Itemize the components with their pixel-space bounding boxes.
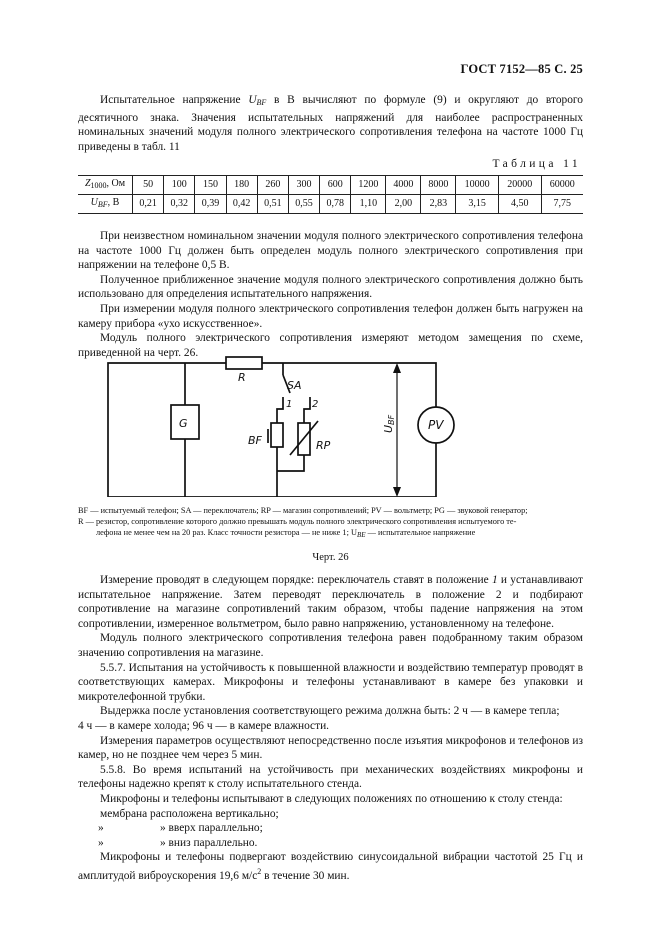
row-label-unit: , В: [107, 196, 120, 208]
legend-line: [78, 527, 583, 541]
table-cell: 4,50: [498, 195, 541, 214]
position-down-text: » вниз параллельно.: [160, 836, 258, 849]
label-ubf-main: U: [382, 424, 395, 433]
paragraph: Выдержка после установления соответствующего режима должна быть: 2 ч — в камере тепла;: [100, 705, 560, 718]
vibration-paragraph: [78, 850, 583, 883]
table-cell: 0,51: [257, 195, 288, 214]
intro-block: [78, 93, 583, 154]
page-header: ГОСТ 7152—85 С. 25: [460, 62, 583, 76]
circuit-diagram: [78, 345, 458, 497]
paragraph: Микрофоны и телефоны испытывают в следующих положениях по отношению к столу стенда:: [100, 792, 563, 805]
row-label-symbol: U: [90, 196, 98, 208]
legend-line-text: лефона не менее чем на 20 раз. Класс точности резистора — не ниже 1; U: [96, 528, 357, 538]
table-cell: 0,55: [288, 195, 319, 214]
table-cell: 300: [288, 176, 319, 195]
table-cell: 260: [257, 176, 288, 195]
ditto-mark: »: [98, 822, 104, 835]
paragraph: мембрана расположена вертикально;: [100, 807, 279, 820]
row-label-impedance: [78, 176, 133, 195]
table-cell: 100: [164, 176, 195, 195]
table-cell: 50: [133, 176, 164, 195]
table-cell: 1,10: [351, 195, 386, 214]
table-cell: 3,15: [456, 195, 499, 214]
label-position-2: 2: [312, 399, 319, 410]
label-rp: RP: [316, 439, 331, 452]
resistor-r: [226, 357, 262, 369]
label-g: G: [179, 417, 188, 430]
intro-text-start: Испытательное напряжение: [100, 94, 249, 106]
table-cell: 2,83: [421, 195, 456, 214]
paragraph: При измерении модуля полного электрического сопротивления телефон должен быть нагружен на камеру прибора «ухо искусственное».: [78, 302, 583, 330]
label-r: R: [238, 371, 246, 384]
table-cell: 4000: [386, 176, 421, 195]
table-row-impedance: [78, 176, 583, 195]
paragraph: Модуль полного электрического сопротивления измеряют методом замещения по схеме, приведенной на черт. 26.: [78, 332, 583, 359]
wire-left-loop: [108, 363, 226, 497]
paragraph-5-5-8: 5.5.8. Во время испытаний на устойчивость при механических воздействиях микрофоны и телефоны надежно крепят к столу испытательного стенда.: [78, 763, 583, 791]
voltage-subscript: BF: [256, 98, 267, 107]
wire-pos2: [304, 397, 310, 423]
paragraph: 4 ч — в камере холода; 96 ч — в камере влажности.: [78, 719, 330, 732]
row-label-voltage: [78, 195, 133, 214]
legend-line: R — резистор, сопротивление которого должно превышать модуль полного электрического сопротивления испытуемого те-: [78, 517, 517, 527]
table-cell: 1200: [351, 176, 386, 195]
label-bf: BF: [248, 434, 262, 447]
voltage-arrow-head-bottom: [393, 487, 401, 497]
paragraphs-a: [78, 229, 583, 360]
table-cell: 7,75: [541, 195, 583, 214]
label-ubf: [382, 414, 396, 433]
legend-line-end: — испытательное напряжение: [365, 528, 476, 538]
vibration-text-start: Микрофоны и телефоны подвергают воздействию синусоидальной вибрации частотой 25 Гц и амплитудой виброускорения 19,6 м/с: [78, 851, 583, 882]
table-cell: 150: [195, 176, 226, 195]
table-cell: 0,42: [226, 195, 257, 214]
label-sa: SA: [287, 379, 302, 392]
position-line-up: [78, 821, 583, 836]
paragraph: Модуль полного электрического сопротивления телефона равен подобранному таким образом значению сопротивления на магазине.: [78, 632, 583, 659]
legend-line-subscript: BE: [356, 531, 366, 540]
label-position-1: 1: [286, 399, 293, 410]
table-cell: 8000: [421, 176, 456, 195]
table-cell: 2,00: [386, 195, 421, 214]
paragraphs-b: [78, 573, 583, 883]
position-up-text: » вверх параллельно;: [160, 822, 263, 835]
table-cell: 0,39: [195, 195, 226, 214]
figure-legend: [78, 505, 583, 542]
table-cell: 0,21: [133, 195, 164, 214]
voltage-symbol: U: [248, 94, 257, 106]
procedure-text-start: Измерение проводят в следующем порядке: переключатель ставят в положение: [100, 574, 492, 586]
intro-paragraph: [78, 93, 583, 154]
label-pv: PV: [428, 418, 444, 432]
row-label-symbol: Z: [84, 177, 91, 189]
wire-pos1: [277, 397, 283, 423]
label-ubf-sub: BF: [387, 414, 396, 425]
procedure-position: 1: [491, 574, 498, 586]
paragraph: При неизвестном номинальном значении модуля полного электрического сопротивления телефона на частоте 1000 Гц должен быть определен модуль полного электрического сопротивления при напряжении на телефоне 0,5 В.: [78, 230, 583, 272]
table-cell: 60000: [541, 176, 583, 195]
position-line-down: [78, 836, 583, 851]
table-cell: 0,78: [320, 195, 351, 214]
table-caption: Таблица 11: [492, 158, 581, 170]
table-cell: 0,32: [164, 195, 195, 214]
telephone-bf: [271, 423, 283, 447]
row-label-subscript: 1000: [90, 180, 107, 190]
vibration-text-end: в течение 30 мин.: [261, 869, 350, 882]
table-11: [78, 175, 583, 214]
row-label-unit: , Ом: [106, 177, 126, 189]
ditto-mark: »: [98, 836, 104, 849]
table-row-voltage: [78, 195, 583, 214]
intro-text-end: в В вычисляют по формуле (9) и округляют до второго десятичного знака. Значения испытательных напряжений для наиболее распространенных номинальных значений модуля полного электрического сопротивления телефона на частоте 1000 Гц приведены в табл. 11: [78, 94, 583, 153]
wire-rp-bottom: [277, 455, 304, 471]
paragraph: Измерения параметров осуществляют непосредственно после изъятия микрофонов и телефонов из камер, но не позднее чем через 5 мин.: [78, 734, 583, 762]
procedure-text-end: и устанавливают испытательное напряжение. Затем переводят переключатель в положение 2 и подбирают сопротивление на магазине сопротивлений таким образом, чтобы падение напряжения на этом сопротивлении, измеренное вольтметром, было равно напряжению, установленному на телефоне.: [78, 574, 583, 630]
legend-line: BF — испытуемый телефон; SA — переключатель; RP — магазин сопротивлений; PV — вольтметр; PG — звуковой генератор;: [78, 506, 528, 515]
voltage-arrow-head-top: [393, 363, 401, 373]
row-label-subscript: BF: [97, 199, 108, 209]
paragraph: Полученное приближенное значение модуля полного электрического сопротивления должно быть использовано для определения испытательного напряжения.: [78, 273, 583, 301]
table-cell: 20000: [498, 176, 541, 195]
table-cell: 600: [320, 176, 351, 195]
figure-caption: Черт. 26: [312, 552, 349, 563]
table-cell: 180: [226, 176, 257, 195]
table-cell: 10000: [456, 176, 499, 195]
vibration-superscript: 2: [257, 866, 262, 876]
paragraph-5-5-7: 5.5.7. Испытания на устойчивость к повышенной влажности и воздействию температур проводят в соответствующих камерах. Микрофоны и телефоны устанавливают в камере без упаковки и микротелефонной трубки.: [78, 661, 583, 703]
procedure-paragraph: [78, 573, 583, 631]
